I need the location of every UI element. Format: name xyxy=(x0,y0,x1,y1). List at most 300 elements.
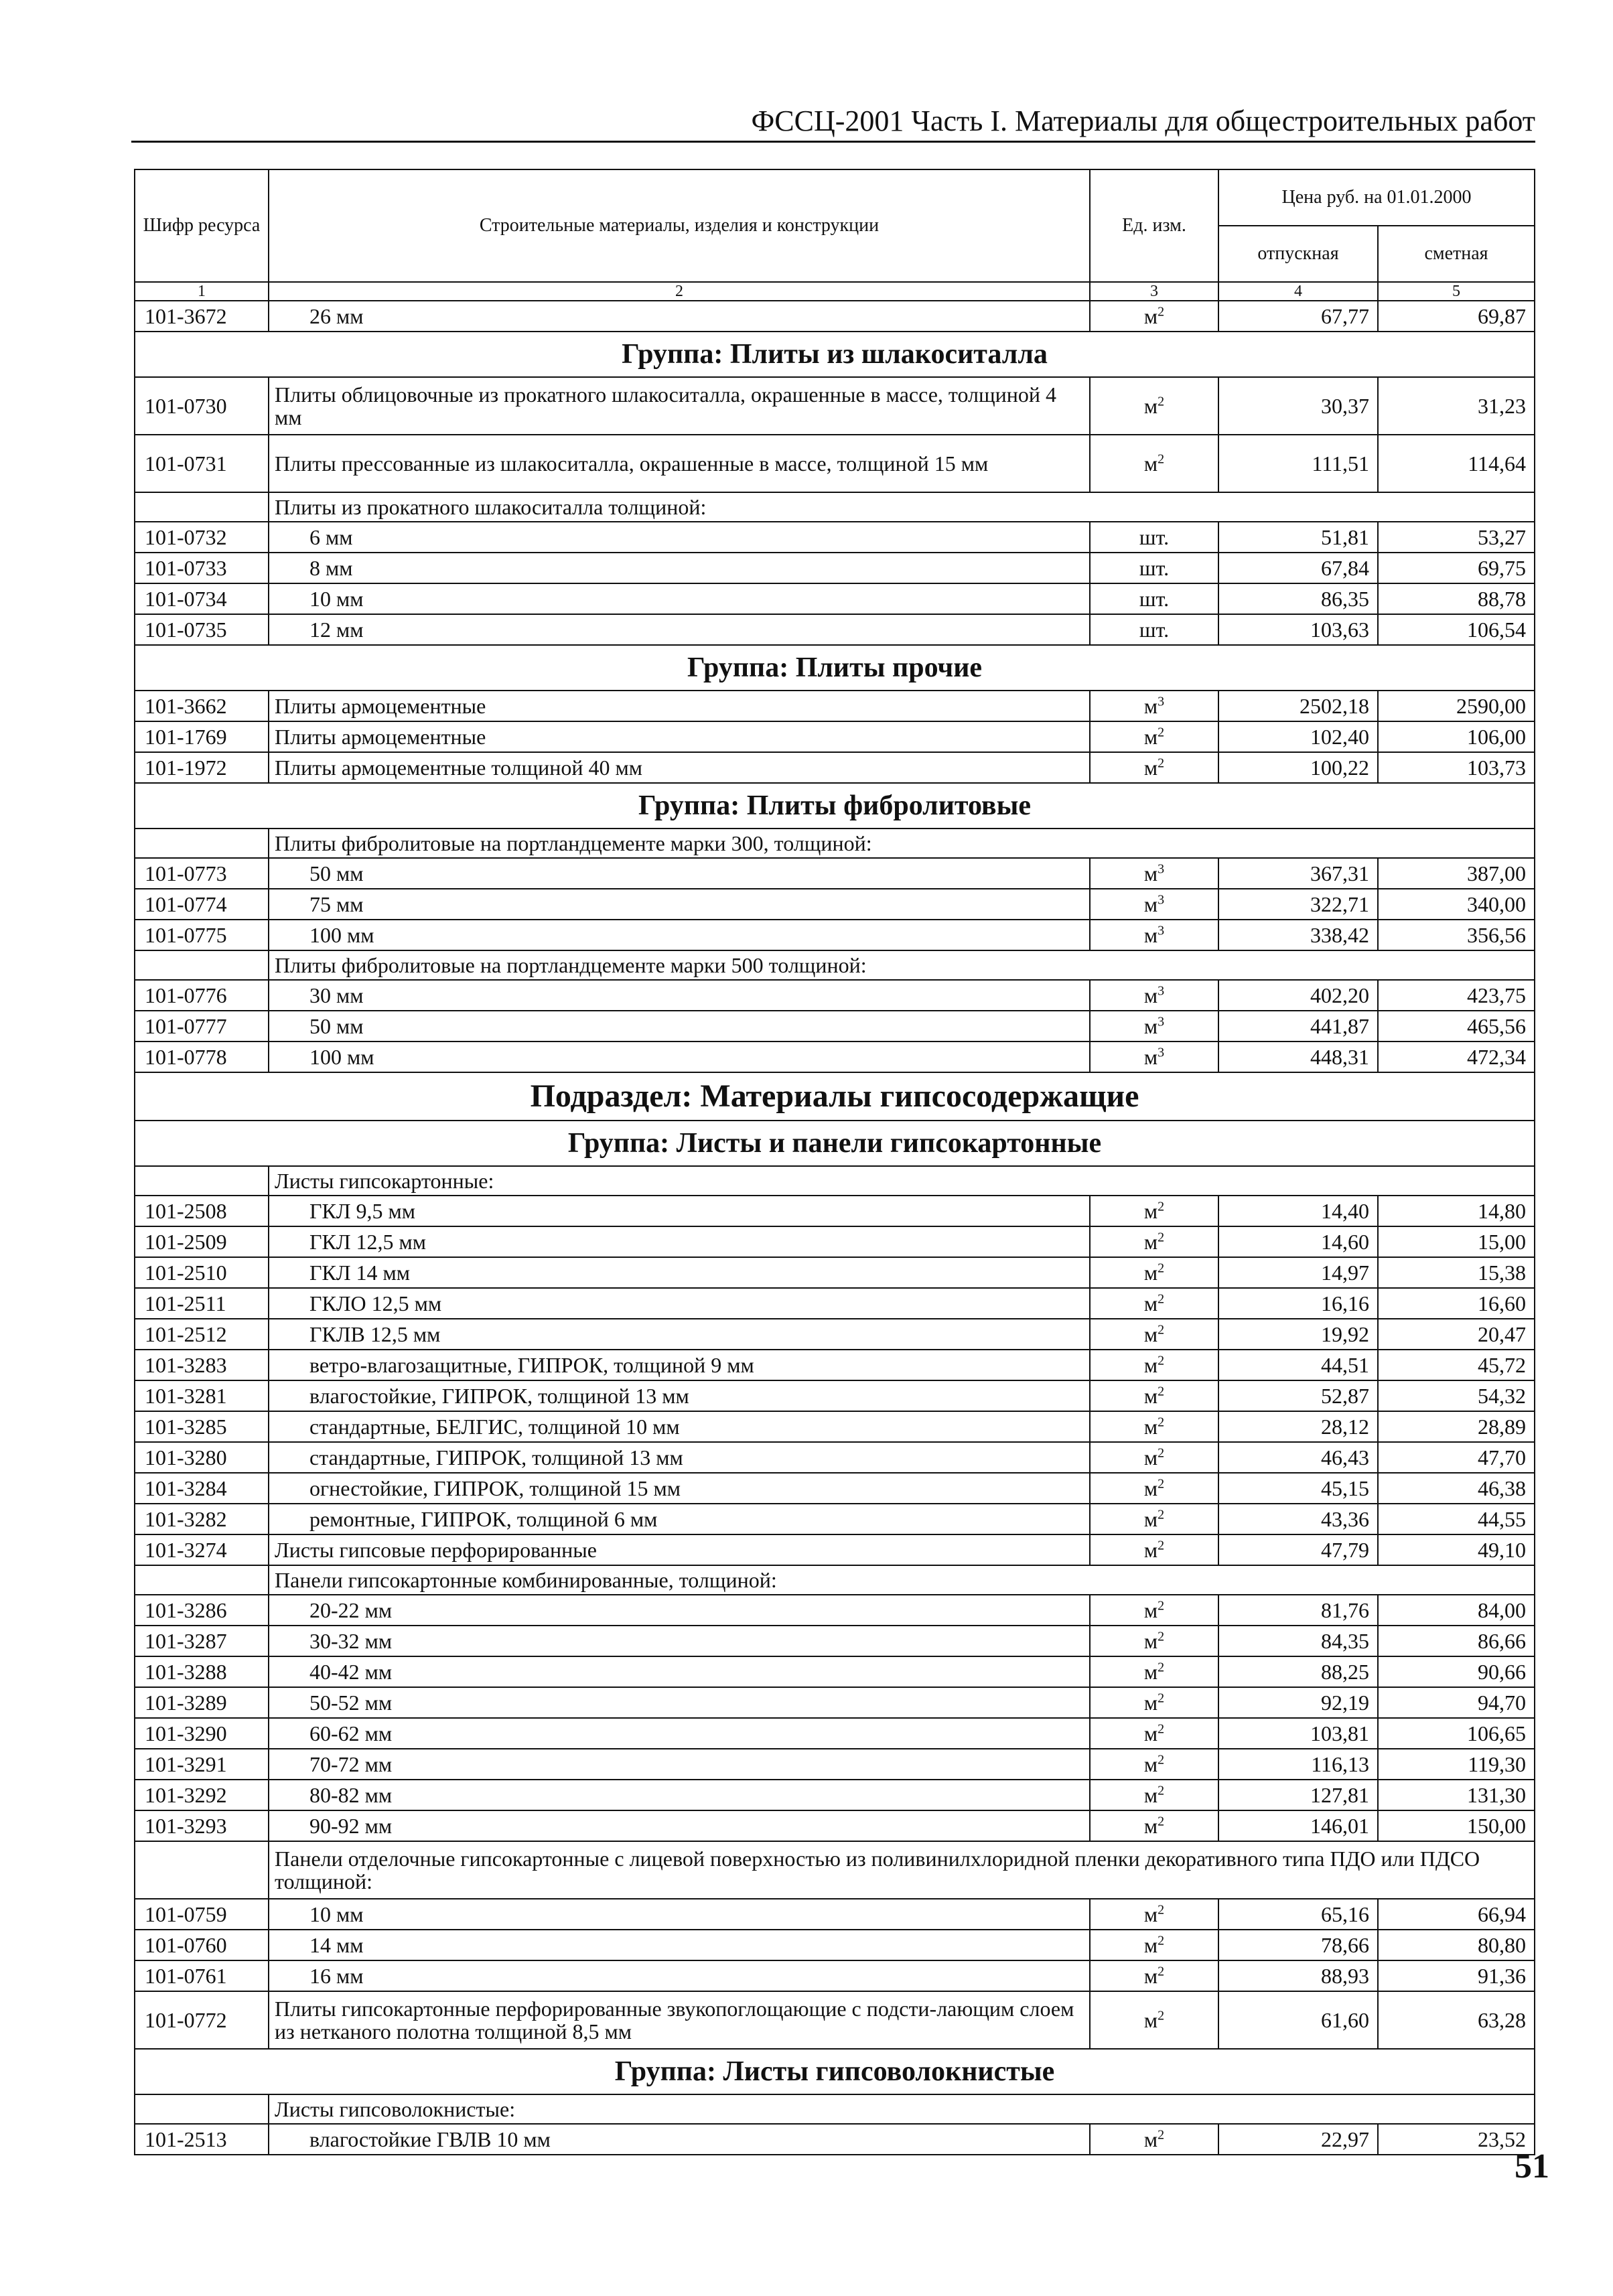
unit-exponent: 2 xyxy=(1158,2127,1165,2143)
resource-code: 101-2510 xyxy=(135,1257,269,1288)
material-name: 8 мм xyxy=(269,553,1090,583)
resource-code: 101-3662 xyxy=(135,691,269,721)
release-price: 102,40 xyxy=(1218,721,1378,752)
subheading-row xyxy=(135,492,1535,522)
material-name: 100 мм xyxy=(269,1042,1090,1072)
resource-code: 101-0775 xyxy=(135,920,269,950)
table-row xyxy=(135,1626,1535,1656)
unit-text: м xyxy=(1143,1384,1158,1408)
material-name: 20-22 мм xyxy=(269,1595,1090,1626)
estimate-price: 387,00 xyxy=(1378,858,1535,889)
estimate-price: 94,70 xyxy=(1378,1687,1535,1718)
unit-cell xyxy=(1090,553,1218,583)
unit-exponent: 3 xyxy=(1158,861,1165,877)
unit-text: м xyxy=(1143,1752,1158,1776)
page-header xyxy=(131,100,1535,143)
unit-text: м xyxy=(1143,1598,1158,1622)
material-name: огнестойкие, ГИПРОК, толщиной 15 мм xyxy=(269,1473,1090,1504)
unit-text: м xyxy=(1143,1964,1158,1988)
material-name: 10 мм xyxy=(269,583,1090,614)
code-cell xyxy=(135,950,269,980)
release-price: 22,97 xyxy=(1218,2124,1378,2155)
unit-cell xyxy=(1090,1257,1218,1288)
unit-text: м xyxy=(1143,983,1158,1007)
subheading-text: Листы гипсокартонные: xyxy=(269,1166,1535,1196)
code-cell xyxy=(135,1565,269,1595)
table-row xyxy=(135,752,1535,783)
estimate-price: 80,80 xyxy=(1378,1930,1535,1960)
table-row xyxy=(135,1960,1535,1991)
resource-code: 101-1769 xyxy=(135,721,269,752)
estimate-price: 106,00 xyxy=(1378,721,1535,752)
release-price: 52,87 xyxy=(1218,1380,1378,1411)
material-name: 40-42 мм xyxy=(269,1656,1090,1687)
resource-code: 101-0732 xyxy=(135,522,269,553)
release-price: 14,97 xyxy=(1218,1257,1378,1288)
material-name: Плиты армоцементные толщиной 40 мм xyxy=(269,752,1090,783)
unit-exponent: 2 xyxy=(1158,1384,1165,1399)
unit-exponent: 2 xyxy=(1158,451,1165,467)
resource-code: 101-3285 xyxy=(135,1411,269,1442)
estimate-price: 14,80 xyxy=(1378,1196,1535,1226)
table-row xyxy=(135,980,1535,1011)
code-cell xyxy=(135,492,269,522)
resource-code: 101-3281 xyxy=(135,1380,269,1411)
unit-cell xyxy=(1090,1534,1218,1565)
unit-exponent: 2 xyxy=(1158,1598,1165,1613)
estimate-price: 53,27 xyxy=(1378,522,1535,553)
table-row xyxy=(135,1288,1535,1319)
resource-code: 101-0774 xyxy=(135,889,269,920)
group-heading: Группа: Плиты фибролитовые xyxy=(135,783,1535,829)
material-name: Плиты армоцементные xyxy=(269,721,1090,752)
resource-code: 101-0759 xyxy=(135,1899,269,1930)
unit-cell xyxy=(1090,889,1218,920)
estimate-price: 86,66 xyxy=(1378,1626,1535,1656)
resource-code: 101-3274 xyxy=(135,1534,269,1565)
release-price: 67,77 xyxy=(1218,301,1378,332)
estimate-price: 28,89 xyxy=(1378,1411,1535,1442)
release-price: 100,22 xyxy=(1218,752,1378,783)
material-name: Плиты армоцементные xyxy=(269,691,1090,721)
table-row xyxy=(135,691,1535,721)
table-row xyxy=(135,435,1535,492)
unit-cell xyxy=(1090,1504,1218,1534)
unit-text: м xyxy=(1143,1199,1158,1223)
col-number: 4 xyxy=(1218,282,1378,301)
release-price: 338,42 xyxy=(1218,920,1378,950)
resource-code: 101-0772 xyxy=(135,1991,269,2049)
unit-cell xyxy=(1090,1411,1218,1442)
unit-exponent: 2 xyxy=(1158,1691,1165,1706)
table-row xyxy=(135,1226,1535,1257)
release-price: 65,16 xyxy=(1218,1899,1378,1930)
unit-exponent: 2 xyxy=(1158,1660,1165,1675)
estimate-price: 2590,00 xyxy=(1378,691,1535,721)
release-price: 81,76 xyxy=(1218,1595,1378,1626)
resource-code: 101-0735 xyxy=(135,614,269,645)
unit-exponent: 3 xyxy=(1158,694,1165,709)
release-price: 103,63 xyxy=(1218,614,1378,645)
table-row xyxy=(135,721,1535,752)
unit-exponent: 3 xyxy=(1158,923,1165,938)
material-name: ремонтные, ГИПРОК, толщиной 6 мм xyxy=(269,1504,1090,1534)
unit-text: м xyxy=(1143,1507,1158,1531)
material-name: 60-62 мм xyxy=(269,1718,1090,1749)
estimate-price: 31,23 xyxy=(1378,377,1535,435)
material-name: 75 мм xyxy=(269,889,1090,920)
release-price: 78,66 xyxy=(1218,1930,1378,1960)
resource-code: 101-3280 xyxy=(135,1442,269,1473)
release-price: 67,84 xyxy=(1218,553,1378,583)
resource-code: 101-3282 xyxy=(135,1504,269,1534)
unit-cell xyxy=(1090,691,1218,721)
code-cell xyxy=(135,829,269,858)
unit-text: шт. xyxy=(1139,618,1170,642)
table-row xyxy=(135,1595,1535,1626)
table-row xyxy=(135,1042,1535,1072)
table-row xyxy=(135,301,1535,332)
unit-exponent: 2 xyxy=(1158,1445,1165,1461)
unit-cell xyxy=(1090,614,1218,645)
unit-cell xyxy=(1090,1011,1218,1042)
unit-exponent: 2 xyxy=(1158,1261,1165,1276)
release-price: 45,15 xyxy=(1218,1473,1378,1504)
unit-exponent: 3 xyxy=(1158,983,1165,999)
unit-exponent: 2 xyxy=(1158,1783,1165,1798)
unit-exponent: 2 xyxy=(1158,756,1165,771)
release-price: 116,13 xyxy=(1218,1749,1378,1780)
unit-cell xyxy=(1090,1930,1218,1960)
col-name-header: Строительные материалы, изделия и конструкции xyxy=(269,169,1090,282)
estimate-price: 49,10 xyxy=(1378,1534,1535,1565)
release-price: 28,12 xyxy=(1218,1411,1378,1442)
release-price: 86,35 xyxy=(1218,583,1378,614)
unit-text: шт. xyxy=(1139,525,1170,549)
unit-exponent: 3 xyxy=(1158,1014,1165,1029)
unit-text: м xyxy=(1143,1538,1158,1562)
unit-cell xyxy=(1090,1810,1218,1841)
subheading-row xyxy=(135,1841,1535,1899)
unit-text: м xyxy=(1143,1261,1158,1285)
estimate-price: 69,75 xyxy=(1378,553,1535,583)
table-row xyxy=(135,1534,1535,1565)
estimate-price: 88,78 xyxy=(1378,583,1535,614)
material-name: 14 мм xyxy=(269,1930,1090,1960)
table-row xyxy=(135,1011,1535,1042)
group-heading: Группа: Листы гипсоволокнистые xyxy=(135,2049,1535,2094)
resource-code: 101-0776 xyxy=(135,980,269,1011)
table-row xyxy=(135,583,1535,614)
estimate-price: 131,30 xyxy=(1378,1780,1535,1810)
subsection-heading: Подраздел: Материалы гипсосодержащие xyxy=(135,1072,1535,1121)
unit-text: м xyxy=(1143,1476,1158,1500)
estimate-price: 106,65 xyxy=(1378,1718,1535,1749)
unit-text: м xyxy=(1143,1014,1158,1038)
table-row xyxy=(135,1350,1535,1380)
table-row xyxy=(135,920,1535,950)
material-name: 50-52 мм xyxy=(269,1687,1090,1718)
group-heading: Группа: Плиты из шлакоситалла xyxy=(135,332,1535,377)
table-row xyxy=(135,1780,1535,1810)
unit-text: м xyxy=(1143,1045,1158,1069)
release-price: 51,81 xyxy=(1218,522,1378,553)
resource-code: 101-3292 xyxy=(135,1780,269,1810)
resource-code: 101-3286 xyxy=(135,1595,269,1626)
code-cell xyxy=(135,2094,269,2124)
resource-code: 101-2512 xyxy=(135,1319,269,1350)
estimate-price: 150,00 xyxy=(1378,1810,1535,1841)
unit-text: м xyxy=(1143,1629,1158,1653)
unit-exponent: 2 xyxy=(1158,725,1165,740)
release-price: 92,19 xyxy=(1218,1687,1378,1718)
unit-exponent: 2 xyxy=(1158,304,1165,319)
estimate-price: 106,54 xyxy=(1378,614,1535,645)
release-price: 84,35 xyxy=(1218,1626,1378,1656)
unit-cell xyxy=(1090,1687,1218,1718)
unit-cell xyxy=(1090,1718,1218,1749)
estimate-price: 114,64 xyxy=(1378,435,1535,492)
code-cell xyxy=(135,1166,269,1196)
unit-text: м xyxy=(1143,304,1158,328)
material-name: 90-92 мм xyxy=(269,1810,1090,1841)
release-price: 14,60 xyxy=(1218,1226,1378,1257)
price-table xyxy=(134,169,1535,2155)
material-name: влагостойкие, ГИПРОК, толщиной 13 мм xyxy=(269,1380,1090,1411)
table-row xyxy=(135,1991,1535,2049)
subheading-text: Листы гипсоволокнистые: xyxy=(269,2094,1535,2124)
unit-exponent: 2 xyxy=(1158,1507,1165,1522)
material-name: 50 мм xyxy=(269,1011,1090,1042)
unit-cell xyxy=(1090,1749,1218,1780)
unit-cell xyxy=(1090,1319,1218,1350)
table-row xyxy=(135,1504,1535,1534)
unit-cell xyxy=(1090,1442,1218,1473)
unit-exponent: 2 xyxy=(1158,1933,1165,1948)
estimate-price: 356,56 xyxy=(1378,920,1535,950)
release-price: 16,16 xyxy=(1218,1288,1378,1319)
code-cell xyxy=(135,1841,269,1899)
material-name: стандартные, БЕЛГИС, толщиной 10 мм xyxy=(269,1411,1090,1442)
material-name: 26 мм xyxy=(269,301,1090,332)
material-name: ГКЛО 12,5 мм xyxy=(269,1288,1090,1319)
release-price: 44,51 xyxy=(1218,1350,1378,1380)
table-row xyxy=(135,1473,1535,1504)
unit-text: м xyxy=(1143,1814,1158,1838)
resource-code: 101-0734 xyxy=(135,583,269,614)
unit-text: м xyxy=(1143,861,1158,885)
unit-exponent: 2 xyxy=(1158,1902,1165,1918)
resource-code: 101-3284 xyxy=(135,1473,269,1504)
unit-cell xyxy=(1090,1473,1218,1504)
col-unit-header: Ед. изм. xyxy=(1090,169,1218,282)
material-name: Листы гипсовые перфорированные xyxy=(269,1534,1090,1565)
unit-cell xyxy=(1090,1042,1218,1072)
unit-text: шт. xyxy=(1139,556,1170,580)
unit-cell xyxy=(1090,1899,1218,1930)
table-row xyxy=(135,1257,1535,1288)
unit-text: м xyxy=(1143,1353,1158,1377)
resource-code: 101-0731 xyxy=(135,435,269,492)
group-heading-row xyxy=(135,1121,1535,1166)
unit-exponent: 2 xyxy=(1158,1964,1165,1979)
unit-cell xyxy=(1090,1350,1218,1380)
unit-text: м xyxy=(1143,394,1158,418)
table-row xyxy=(135,522,1535,553)
unit-exponent: 2 xyxy=(1158,1752,1165,1768)
resource-code: 101-3291 xyxy=(135,1749,269,1780)
unit-exponent: 2 xyxy=(1158,1230,1165,1245)
material-name: 50 мм xyxy=(269,858,1090,889)
group-heading-row xyxy=(135,332,1535,377)
group-heading: Группа: Листы и панели гипсокартонные xyxy=(135,1121,1535,1166)
col-price-header: Цена руб. на 01.01.2000 xyxy=(1218,169,1535,226)
material-name: 6 мм xyxy=(269,522,1090,553)
unit-text: м xyxy=(1143,1660,1158,1684)
subheading-text: Плиты из прокатного шлакоситалла толщиной: xyxy=(269,492,1535,522)
resource-code: 101-0733 xyxy=(135,553,269,583)
estimate-price: 84,00 xyxy=(1378,1595,1535,1626)
unit-cell xyxy=(1090,1656,1218,1687)
unit-text: м xyxy=(1143,1322,1158,1346)
material-name: 80-82 мм xyxy=(269,1780,1090,1810)
subheading-row xyxy=(135,2094,1535,2124)
unit-exponent: 2 xyxy=(1158,1814,1165,1829)
release-price: 19,92 xyxy=(1218,1319,1378,1350)
unit-exponent: 2 xyxy=(1158,1415,1165,1430)
release-price: 448,31 xyxy=(1218,1042,1378,1072)
unit-text: м xyxy=(1143,725,1158,749)
resource-code: 101-3288 xyxy=(135,1656,269,1687)
estimate-price: 16,60 xyxy=(1378,1288,1535,1319)
unit-text: м xyxy=(1143,1415,1158,1439)
unit-cell xyxy=(1090,301,1218,332)
release-price: 367,31 xyxy=(1218,858,1378,889)
material-name: 16 мм xyxy=(269,1960,1090,1991)
estimate-price: 66,94 xyxy=(1378,1899,1535,1930)
unit-text: м xyxy=(1143,2127,1158,2151)
table-row xyxy=(135,1319,1535,1350)
table-row xyxy=(135,553,1535,583)
unit-text: м xyxy=(1143,1933,1158,1957)
material-name: 30 мм xyxy=(269,980,1090,1011)
release-price: 111,51 xyxy=(1218,435,1378,492)
unit-cell xyxy=(1090,435,1218,492)
estimate-price: 44,55 xyxy=(1378,1504,1535,1534)
resource-code: 101-2511 xyxy=(135,1288,269,1319)
material-name: ГКЛ 14 мм xyxy=(269,1257,1090,1288)
table-row xyxy=(135,1411,1535,1442)
estimate-price: 46,38 xyxy=(1378,1473,1535,1504)
material-name: 70-72 мм xyxy=(269,1749,1090,1780)
unit-exponent: 3 xyxy=(1158,892,1165,908)
table-body xyxy=(135,301,1535,2155)
unit-cell xyxy=(1090,583,1218,614)
subheading-row xyxy=(135,1166,1535,1196)
unit-exponent: 2 xyxy=(1158,1721,1165,1737)
table-row xyxy=(135,1380,1535,1411)
release-price: 14,40 xyxy=(1218,1196,1378,1226)
estimate-price: 103,73 xyxy=(1378,752,1535,783)
unit-exponent: 2 xyxy=(1158,1476,1165,1492)
resource-code: 101-3283 xyxy=(135,1350,269,1380)
resource-code: 101-2509 xyxy=(135,1226,269,1257)
subheading-text: Панели гипсокартонные комбинированные, толщиной: xyxy=(269,1565,1535,1595)
subheading-row xyxy=(135,1565,1535,1595)
material-name: стандартные, ГИПРОК, толщиной 13 мм xyxy=(269,1442,1090,1473)
unit-exponent: 2 xyxy=(1158,1353,1165,1368)
unit-cell xyxy=(1090,752,1218,783)
group-heading: Группа: Плиты прочие xyxy=(135,645,1535,691)
page-header-title: ФССЦ-2001 Часть I. Материалы для общестроительных работ xyxy=(751,104,1535,137)
table-row xyxy=(135,614,1535,645)
group-heading-row xyxy=(135,2049,1535,2094)
estimate-price: 423,75 xyxy=(1378,980,1535,1011)
unit-cell xyxy=(1090,721,1218,752)
unit-exponent: 2 xyxy=(1158,1199,1165,1214)
resource-code: 101-0760 xyxy=(135,1930,269,1960)
subheading-row xyxy=(135,950,1535,980)
unit-cell xyxy=(1090,1595,1218,1626)
unit-text: м xyxy=(1143,1230,1158,1254)
unit-text: м xyxy=(1143,923,1158,947)
release-price: 322,71 xyxy=(1218,889,1378,920)
release-price: 61,60 xyxy=(1218,1991,1378,2049)
release-price: 146,01 xyxy=(1218,1810,1378,1841)
material-name: 12 мм xyxy=(269,614,1090,645)
unit-text: шт. xyxy=(1139,587,1170,611)
page-number: 51 xyxy=(1515,2147,1549,2185)
estimate-price: 69,87 xyxy=(1378,301,1535,332)
group-heading-row xyxy=(135,783,1535,829)
estimate-price: 91,36 xyxy=(1378,1960,1535,1991)
release-price: 88,93 xyxy=(1218,1960,1378,1991)
unit-cell xyxy=(1090,2124,1218,2155)
material-name: Плиты облицовочные из прокатного шлакоситалла, окрашенные в массе, толщиной 4 мм xyxy=(269,377,1090,435)
unit-cell xyxy=(1090,377,1218,435)
table-row xyxy=(135,1442,1535,1473)
col-release-header: отпускная xyxy=(1218,226,1378,282)
unit-exponent: 2 xyxy=(1158,1291,1165,1307)
subheading-row xyxy=(135,829,1535,858)
unit-cell xyxy=(1090,1991,1218,2049)
unit-exponent: 2 xyxy=(1158,394,1165,409)
table-row xyxy=(135,1687,1535,1718)
unit-text: м xyxy=(1143,1721,1158,1745)
unit-text: м xyxy=(1143,2008,1158,2032)
unit-exponent: 2 xyxy=(1158,1322,1165,1338)
unit-cell xyxy=(1090,1626,1218,1656)
unit-exponent: 2 xyxy=(1158,1629,1165,1644)
unit-text: м xyxy=(1143,451,1158,476)
unit-cell xyxy=(1090,1960,1218,1991)
release-price: 441,87 xyxy=(1218,1011,1378,1042)
col-number: 5 xyxy=(1378,282,1535,301)
release-price: 46,43 xyxy=(1218,1442,1378,1473)
estimate-price: 54,32 xyxy=(1378,1380,1535,1411)
material-name: ветро-влагозащитные, ГИПРОК, толщиной 9 мм xyxy=(269,1350,1090,1380)
unit-text: м xyxy=(1143,1445,1158,1469)
material-name: Плиты прессованные из шлакоситалла, окрашенные в массе, толщиной 15 мм xyxy=(269,435,1090,492)
resource-code: 101-3290 xyxy=(135,1718,269,1749)
resource-code: 101-2513 xyxy=(135,2124,269,2155)
estimate-price: 465,56 xyxy=(1378,1011,1535,1042)
unit-cell xyxy=(1090,980,1218,1011)
column-number-row xyxy=(135,282,1535,301)
release-price: 127,81 xyxy=(1218,1780,1378,1810)
unit-cell xyxy=(1090,1196,1218,1226)
release-price: 43,36 xyxy=(1218,1504,1378,1534)
